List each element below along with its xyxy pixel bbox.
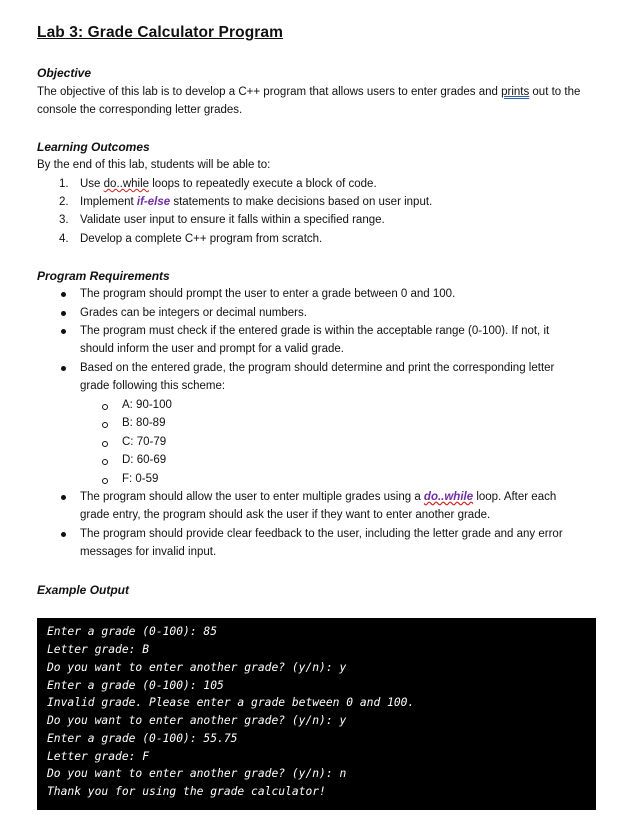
grade-scheme-item: A: 90-100 [122,399,172,411]
circle-bullet-icon [102,422,108,428]
objective-text-part: out to the console the corresponding letter grades. [37,86,581,117]
example-output-console [37,618,596,810]
learning-item-text: loops to repeatedly execute a block of code. [149,178,377,190]
objective-word-prints: prints [501,86,530,98]
keyword-do-while: do..while [103,178,150,190]
console-line: Do you want to enter another grade? (y/n): y [47,661,347,674]
bullet-icon [61,311,66,316]
keyword-if-else: if-else [136,196,171,208]
console-line: Invalid grade. Please enter a grade between 0 and 100. [47,696,415,709]
circle-bullet-icon [102,459,108,465]
learning-item [80,175,377,193]
learning-item [80,193,432,211]
grade-scheme-item: D: 60-69 [122,454,167,466]
requirement-item-continued: grade following this scheme: [80,380,226,392]
bullet-icon [61,532,66,537]
learning-item-text: Use [80,178,104,190]
requirement-item-continued: messages for invalid input. [80,546,217,558]
requirement-item: Based on the entered grade, the program should determine and print the corresponding letter [80,362,555,374]
learning-item: Develop a complete C++ program from scratch. [80,233,323,245]
requirement-item-continued: should inform the user and prompt for a valid grade. [80,343,345,355]
console-line: Do you want to enter another grade? (y/n): n [47,767,347,780]
console-line: Letter grade: F [47,750,150,763]
objective-heading: Objective [37,66,92,80]
grade-scheme-item: C: 70-79 [122,436,167,448]
learning-outcomes-heading: Learning Outcomes [37,140,150,154]
console-line: Letter grade: B [47,643,150,656]
requirement-item [80,488,556,506]
learning-item: Validate user input to ensure it falls within a specified range. [80,214,385,226]
example-output-heading: Example Output [37,583,130,597]
learning-intro: By the end of this lab, students will be able to: [37,159,271,171]
console-line: Enter a grade (0-100): 85 [47,625,218,638]
requirement-text: loop. After each [473,491,557,503]
console-line: Enter a grade (0-100): 55.75 [47,732,238,745]
keyword-do-while: do..while [423,491,474,503]
console-line: Enter a grade (0-100): 105 [47,679,224,692]
bullet-icon [61,292,66,297]
circle-bullet-icon [102,404,108,410]
list-number: 3. [59,214,69,226]
requirement-item: The program must check if the entered grade is within the acceptable range (0-100). If not, it [80,325,550,337]
console-line: Thank you for using the grade calculator! [47,785,326,798]
learning-item-text: statements to make decisions based on user input. [170,196,433,208]
bullet-icon [61,366,66,371]
circle-bullet-icon [102,441,108,447]
requirement-item: Grades can be integers or decimal numbers. [80,307,307,319]
learning-item-text: Implement [80,196,137,208]
grade-scheme-item: B: 80-89 [122,417,166,429]
grade-scheme-item: F: 0-59 [122,473,159,485]
bullet-icon [61,329,66,334]
list-number: 1. [59,178,69,190]
requirement-item: The program should provide clear feedback to the user, including the letter grade and any error [80,528,563,540]
circle-bullet-icon [102,478,108,484]
requirement-text: The program should allow the user to enter multiple grades using a [80,491,424,503]
bullet-icon [61,495,66,500]
list-number: 2. [59,196,69,208]
requirement-item-continued: grade entry, the program should ask the user if they want to enter another grade. [80,509,491,521]
list-number: 4. [59,233,69,245]
program-requirements-heading: Program Requirements [37,269,170,283]
console-line: Do you want to enter another grade? (y/n): y [47,714,347,727]
requirement-item: The program should prompt the user to enter a grade between 0 and 100. [80,288,456,300]
page-title: Lab 3: Grade Calculator Program [37,24,283,41]
objective-text-part: The objective of this lab is to develop a C++ program that allows users to enter grades and [37,86,502,98]
objective-text [37,83,597,120]
